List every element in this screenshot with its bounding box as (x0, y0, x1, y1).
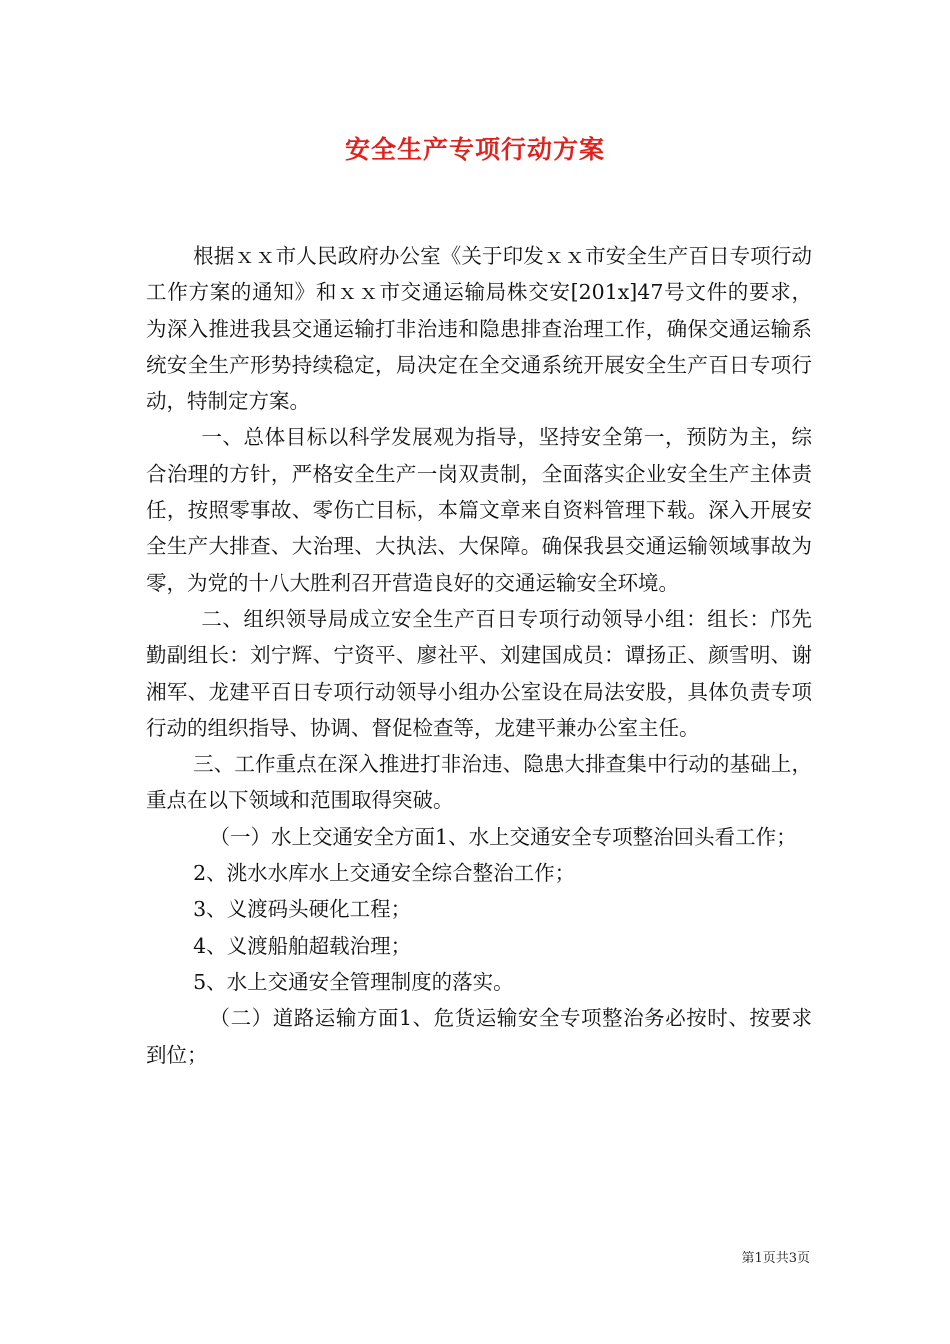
paragraph-goal: 一、总体目标以科学发展观为指导，坚持安全第一，预防为主，综合治理的方针，严格安全生产一岗双责制，全面落实企业安全生产主体责任，按照零事故、零伤亡目标，本篇文章来自资料管理下载。深入开展安全生产大排查、大治理、大执法、大保障。确保我县交通运输领域事故为零，为党的十八大胜利召开营造良好的交通运输安全环境。 (146, 425, 812, 595)
document-title: 安全生产专项行动方案 (344, 135, 605, 164)
paragraph-water-safety: （一）水上交通安全方面1、水上交通安全专项整治回头看工作； (209, 824, 797, 849)
list-item: 2、洮水水库水上交通安全综合整治工作； (193, 861, 576, 886)
paragraph-focus: 三、工作重点在深入推进打非治违、隐患大排查集中行动的基础上，重点在以下领域和范围取得突破。 (146, 752, 812, 813)
document-body (146, 238, 812, 1073)
list-item: 3、义渡码头硬化工程； (193, 897, 412, 922)
paragraph-road-transport: （二）道路运输方面1、危货运输安全专项整治务必按时、按要求到位； (146, 1006, 812, 1067)
paragraph-organization: 二、组织领导局成立安全生产百日专项行动领导小组：组长：邝先勤副组长：刘宁辉、宁资平、廖社平、刘建国成员：谭扬正、颜雪明、谢湘军、龙建平百日专项行动领导小组办公室设在局法安股，具体负责专项行动的组织指导、协调、督促检查等，龙建平兼办公室主任。 (146, 606, 812, 740)
paragraph-intro: 根据ｘｘ市人民政府办公室《关于印发ｘｘ市安全生产百日专项行动工作方案的通知》和ｘｘ市交通运输局株交安[201x]47号文件的要求，为深入推进我县交通运输打非治违和隐患排查治理工作，确保交通运输系统安全生产形势持续稳定，局决定在全交通系统开展安全生产百日专项行动，特制定方案。 (146, 244, 812, 414)
list-item: 4、义渡船舶超载治理； (193, 933, 412, 958)
list-item: 5、水上交通安全管理制度的落实。 (193, 969, 514, 994)
page-number: 第1页共3页 (741, 1251, 810, 1266)
